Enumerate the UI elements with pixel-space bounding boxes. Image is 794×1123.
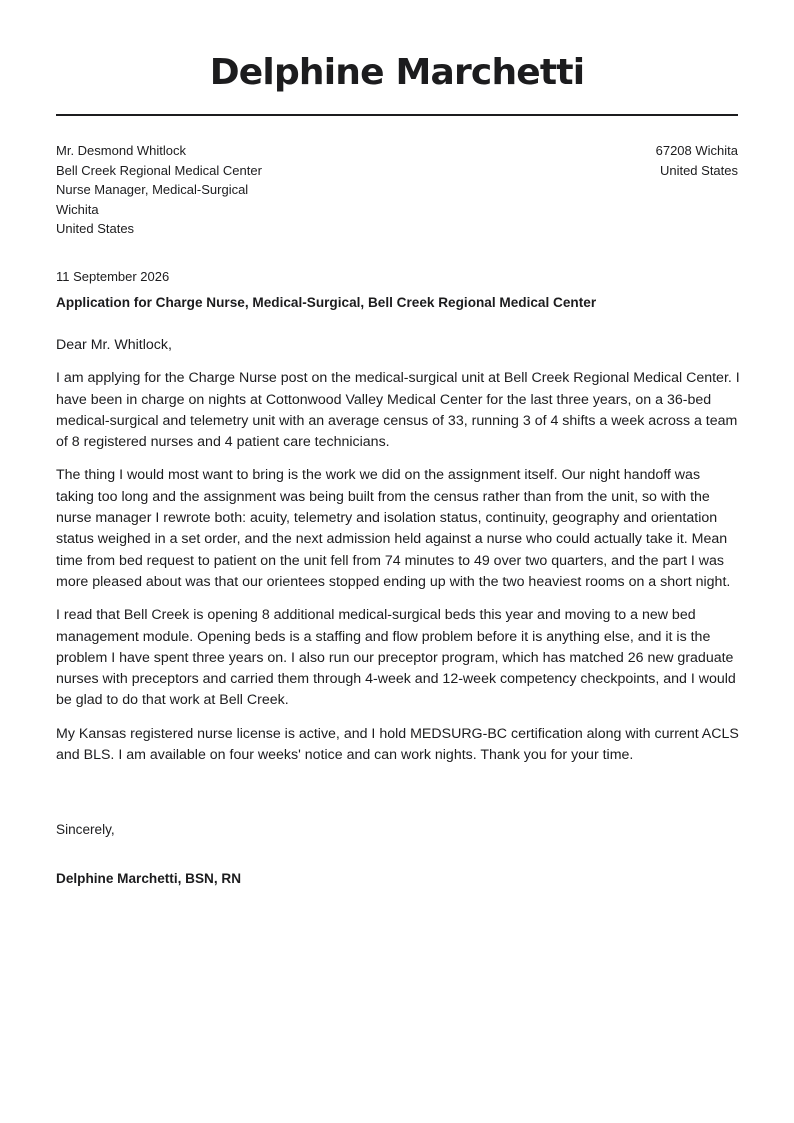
sender-postcode-city: 67208 Wichita [655, 143, 738, 158]
body-paragraph: My Kansas registered nurse license is active, and I hold MEDSURG-BC certification along with current ACLS and BLS. I am available on four weeks' notice and can work nights. Thank you for your time. [56, 725, 739, 764]
letter-date: 11 September 2026 [56, 269, 170, 284]
recipient-organization: Bell Creek Regional Medical Center [56, 162, 262, 178]
letter-subject: Application for Charge Nurse, Medical-Surgical, Bell Creek Regional Medical Center [56, 295, 597, 310]
closing-line: Sincerely, [56, 822, 115, 837]
sender-address-block [438, 141, 738, 180]
body-paragraph: I read that Bell Creek is opening 8 additional medical-surgical beds this year and moving to a new bed management module. Opening beds is a staffing and flow problem before it is anything else, and it is the problem I have spent three years on. I also run our preceptor program, which has matched 26 new graduate nurses with preceptors and carried them through 4-week and 12-week competency checkpoints, and I would be glad to do that work at Bell Creek. [56, 607, 736, 709]
recipient-title: Nurse Manager, Medical-Surgical [56, 182, 249, 198]
recipient-name: Mr. Desmond Whitlock [56, 143, 187, 158]
signature-name: Delphine Marchetti, BSN, RN [56, 871, 242, 886]
body-paragraph: I am applying for the Charge Nurse post on the medical-surgical unit at Bell Creek Regional Medical Center. I have been in charge on nights at Cottonwood Valley Medical Center for the last three years, on a 36-bed medical-surgical and telemetry unit with an average census of 33, running 3 of 4 shifts a week across a team of 8 registered nurses and 4 patient care technicians. [56, 370, 740, 451]
sender-country: United States [659, 162, 738, 178]
header-divider [56, 114, 738, 116]
recipient-city: Wichita [56, 201, 99, 217]
recipient-country: United States [56, 221, 135, 237]
recipient-address-block [56, 141, 416, 239]
letter-body [56, 335, 740, 778]
body-paragraph: The thing I would most want to bring is the work we did on the assignment itself. Our night handoff was taking too long and the assignment was being built from the census rather than from the unit, so with the nurse manager I rewrote both: acuity, telemetry and isolation status, continuity, geography and orientation status weighed in a set order, and the next admission held against a nurse who could actually take it. Mean time from bed request to patient on the unit fell from 74 minutes to 49 over two quarters, and the part I was more pleased about was that our orientees stopped ending up with the two heaviest rooms on a short night. [56, 467, 731, 590]
salutation: Dear Mr. Whitlock, [56, 337, 172, 353]
applicant-name-heading: Delphine Marchetti [209, 52, 585, 93]
